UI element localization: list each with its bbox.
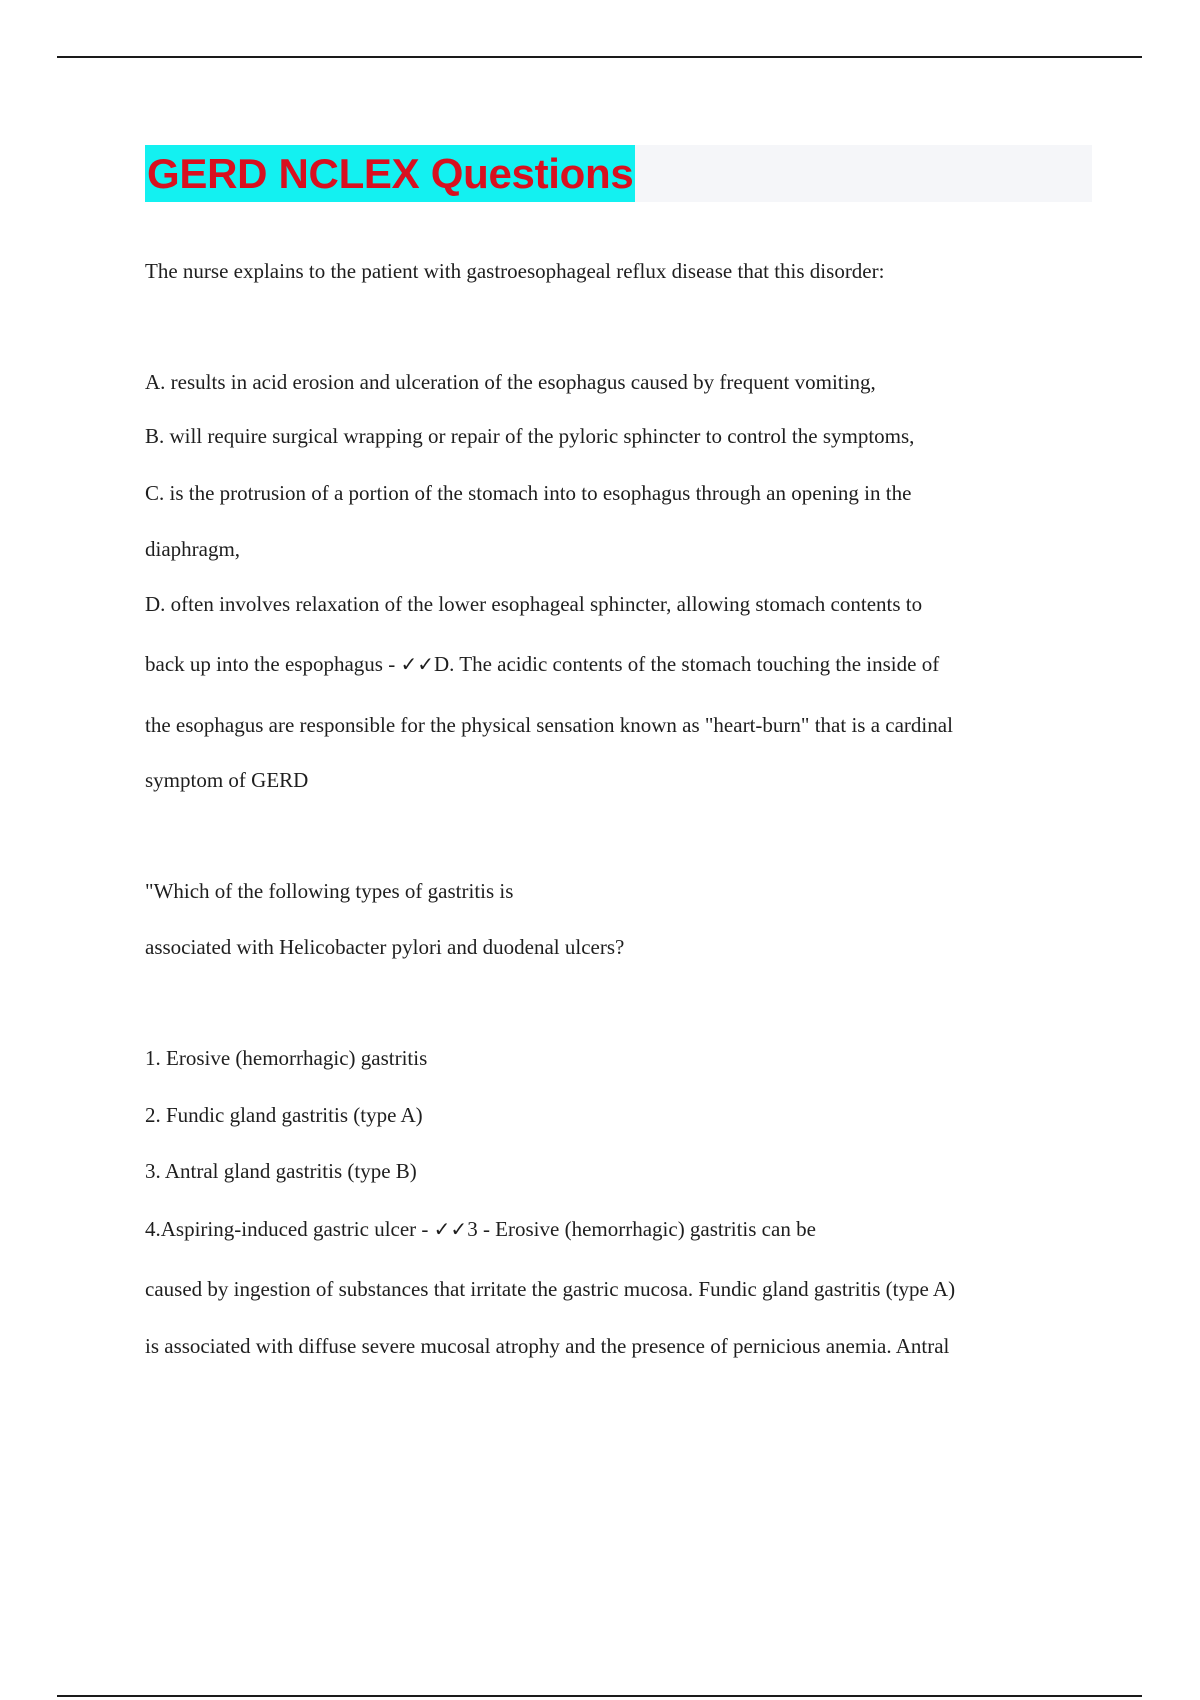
top-rule [57, 56, 1142, 58]
question1-option-c-line2: diaphragm, [145, 537, 241, 561]
question2-stem-line1: "Which of the following types of gastritis is [145, 879, 514, 903]
question2-option-1: 1. Erosive (hemorrhagic) gastritis [145, 1046, 428, 1070]
checkmark-icon: ✓✓ [400, 652, 434, 676]
question2-option-2: 2. Fundic gland gastritis (type A) [145, 1103, 423, 1127]
document-title: GERD NCLEX Questions [147, 149, 634, 197]
question2-option-4 [145, 1215, 816, 1243]
question2-answer-line2: caused by ingestion of substances that irritate the gastric mucosa. Fundic gland gastritis (type A) [145, 1277, 956, 1301]
question1-stem: The nurse explains to the patient with gastroesophageal reflux disease that this disorder: [145, 259, 885, 283]
question1-answer-line1: D. The acidic contents of the stomach touching the inside of [433, 652, 940, 676]
question1-option-d-line1: D. often involves relaxation of the lower esophageal sphincter, allowing stomach contents to [145, 592, 923, 616]
question2-answer-line3: is associated with diffuse severe mucosal atrophy and the presence of pernicious anemia. Antral [145, 1334, 950, 1358]
question1-option-d-text: back up into the espophagus - [145, 652, 401, 676]
question2-answer-line1: 3 - Erosive (hemorrhagic) gastritis can be [467, 1217, 816, 1241]
question1-option-b: B. will require surgical wrapping or repair of the pyloric sphincter to control the symptoms, [145, 424, 915, 448]
question1-option-d-line2 [145, 650, 939, 678]
question1-answer-line3: symptom of GERD [145, 768, 309, 792]
bottom-rule [57, 1695, 1142, 1697]
title-container [145, 145, 1092, 202]
question1-option-c-line1: C. is the protrusion of a portion of the stomach into to esophagus through an opening in the [145, 481, 912, 505]
checkmark-icon: ✓✓ [433, 1217, 468, 1241]
question1-answer-line2: the esophagus are responsible for the physical sensation known as "heart-burn" that is a cardinal [145, 713, 953, 737]
question2-option-4-text: 4.Aspiring-induced gastric ulcer - [145, 1217, 434, 1241]
question1-option-a: A. results in acid erosion and ulceration of the esophagus caused by frequent vomiting, [145, 370, 876, 394]
title-highlight [145, 145, 635, 202]
question2-stem-line2: associated with Helicobacter pylori and duodenal ulcers? [145, 935, 625, 959]
question2-option-3: 3. Antral gland gastritis (type B) [145, 1159, 417, 1183]
title-band [145, 145, 1092, 202]
